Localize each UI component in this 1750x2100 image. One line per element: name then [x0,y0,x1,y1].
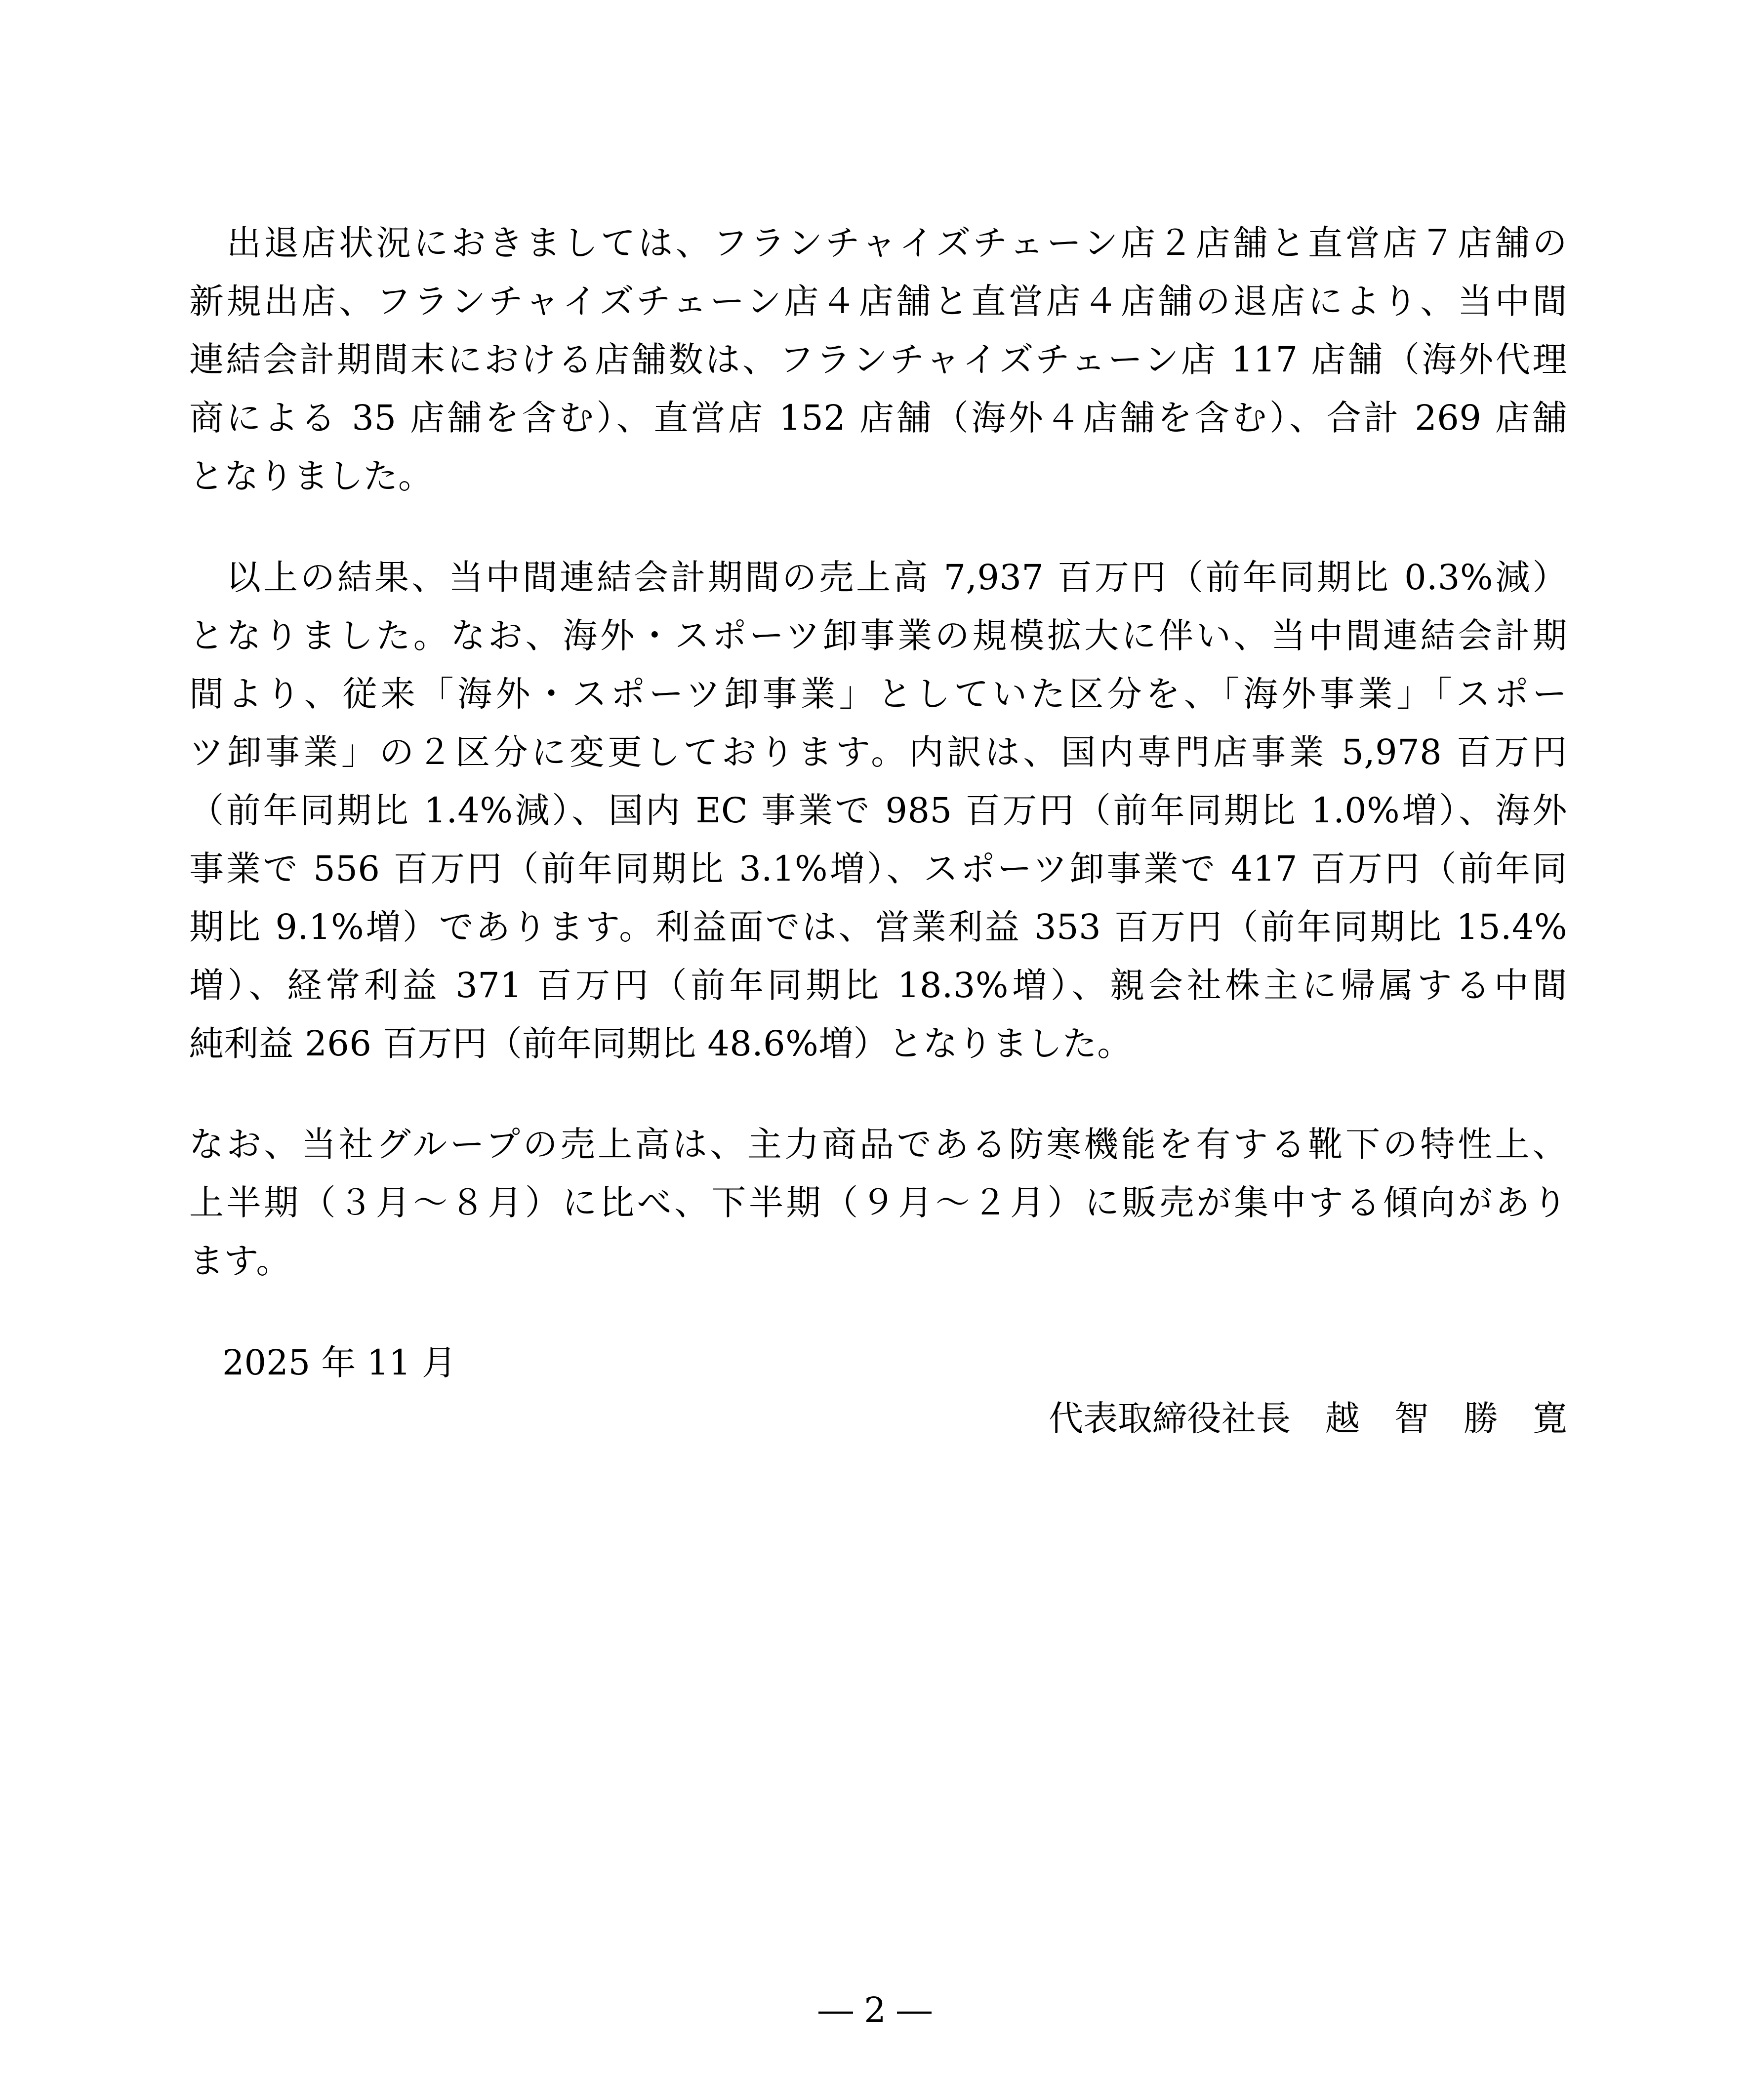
text-line: なお、当社グループの売上高は、主力商品である防寒機能を有する靴下の特性上、 [189,1124,1567,1165]
text-line: 期比 9.1%増）であります。利益面では、営業利益 353 百万円（前年同期比 15.4% [189,907,1567,947]
text-line: 商による 35 店舗を含む）、直営店 152 店舗（海外４店舗を含む）、合計 269 店舗 [189,398,1567,438]
text-line: 間より、従来「海外・スポーツ卸事業」としていた区分を、「海外事業」「スポー [189,674,1567,714]
text-line: 以上の結果、当中間連結会計期間の売上高 7,937 百万円（前年同期比 0.3%減） [189,557,1567,598]
text-line: （前年同期比 1.4%減）、国内 EC 事業で 985 百万円（前年同期比 1.0%増）、海外 [189,790,1567,831]
text-line: ツ卸事業」の２区分に変更しております。内訳は、国内専門店事業 5,978 百万円 [189,732,1567,772]
text-line: 上半期（３月～８月）に比べ、下半期（９月～２月）に販売が集中する傾向があり [189,1182,1567,1223]
text-line: 出退店状況におきましては、フランチャイズチェーン店２店舗と直営店７店舗の [189,223,1567,263]
text-line: となりました。なお、海外・スポーツ卸事業の規模拡大に伴い、当中間連結会計期 [189,615,1567,656]
text-line: ます。 [189,1241,291,1281]
signature-line: 代表取締役社長 越 智 勝 寛 [1049,1398,1567,1439]
text-line: 純利益 266 百万円（前年同期比 48.6%増）となりました。 [189,1023,1132,1064]
text-line: となりました。 [189,456,433,496]
text-line: 新規出店、フランチャイズチェーン店４店舗と直営店４店舗の退店により、当中間 [189,281,1567,322]
document-date: 2025 年 11 月 [222,1342,456,1383]
text-line: 増）、経常利益 371 百万円（前年同期比 18.3%増）、親会社株主に帰属する中間 [189,965,1567,1006]
text-line: 連結会計期間末における店舗数は、フランチャイズチェーン店 117 店舗（海外代理 [189,339,1567,380]
page-number: ― 2 ― [818,1990,932,2030]
text-line: 事業で 556 百万円（前年同期比 3.1%増）、スポーツ卸事業で 417 百万円（前年同 [189,848,1567,889]
